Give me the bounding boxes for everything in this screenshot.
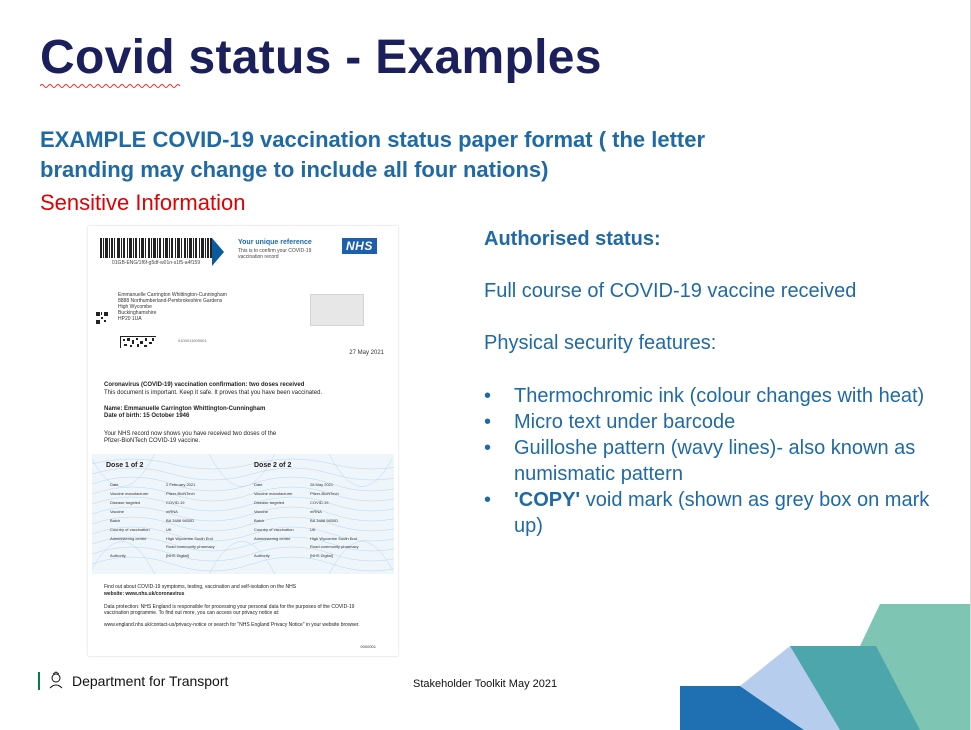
dose-label: Authority	[110, 553, 126, 558]
dose-label: Administering centre	[110, 536, 147, 541]
datamatrix-icon	[120, 336, 156, 348]
dose-label: Disease targeted	[254, 500, 285, 505]
patient-name: Name: Emmanuelle Carrington Whittington-Cunningham	[104, 406, 266, 412]
dose-value: 2 February 2021	[166, 482, 196, 487]
website-text: website: www.nhs.uk/coronavirus	[104, 591, 185, 597]
slide-subtitle: EXAMPLE COVID-19 vaccination status paper format ( the letter branding may change to include all four nations)	[40, 127, 706, 182]
feature-list	[484, 383, 944, 539]
dose-value: UK	[310, 527, 316, 532]
dose-value: mRNA	[310, 509, 322, 514]
find-out-text: Find out about COVID-19 symptoms, testing, vaccination and self-isolation on the NHS	[104, 584, 297, 590]
slide-title: Covid status - Examples	[40, 31, 602, 84]
record-text-1: Your NHS record now shows you have received two doses of the	[104, 431, 277, 437]
dose-label: Country of vaccination	[254, 527, 294, 532]
dose-value: [NHS Digital]	[166, 553, 189, 558]
address-line: Buckinghamshire	[118, 310, 157, 316]
dose-value: [NHS Digital]	[310, 553, 333, 558]
spellcheck-underline	[40, 83, 182, 89]
letter-footer-code: 0000001	[360, 644, 376, 649]
dose-label: Batch	[254, 518, 265, 523]
dose-label: Authority	[254, 553, 270, 558]
dose-value: UK	[166, 527, 172, 532]
guilloche-pattern	[92, 454, 394, 574]
full-course-text: Full course of COVID-19 vaccine received	[484, 280, 857, 302]
record-text-2: Pfizer-BioNTech COVID-19 vaccine.	[104, 438, 201, 444]
dft-name: Department for Transport	[72, 673, 229, 689]
nhs-logo: NHS	[342, 238, 377, 254]
address-line: Emmanuelle Carrington Whittington-Cunningham	[118, 292, 227, 298]
letter-number: 0100011000001	[178, 338, 207, 343]
letter-date: 27 May 2021	[349, 350, 384, 356]
dose-value: 28 May 2021	[310, 482, 334, 487]
logo-bar	[38, 672, 40, 690]
copy-rest-text: void mark (shown as grey box on mark up)	[514, 489, 930, 537]
qr-code-icon	[96, 312, 108, 324]
dose-value: Road community pharmacy	[166, 544, 215, 549]
important-note: This document is important. Keep it safe. It proves that you have been vaccinated.	[104, 390, 323, 396]
royal-crest-icon	[46, 671, 66, 691]
copy-bold-text: 'COPY'	[514, 489, 581, 511]
feature-item: • Guilloshe pattern (wavy lines)- also known as numismatic pattern	[484, 435, 944, 487]
dose-label: Vaccine	[110, 509, 124, 514]
toolkit-label: Stakeholder Toolkit May 2021	[413, 678, 558, 690]
dose-label: Country of vaccination	[110, 527, 150, 532]
decorative-corner-shapes	[680, 604, 970, 730]
copy-void-mark	[310, 294, 364, 326]
physical-heading: Physical security features:	[484, 332, 717, 354]
dose-label: Vaccine	[254, 509, 268, 514]
feature-item: • Micro text under barcode	[484, 409, 944, 435]
dose-value: BA 3488 9830D	[166, 518, 195, 523]
dose-1-title: Dose 1 of 2	[106, 462, 144, 469]
reference-title: Your unique reference	[238, 239, 312, 246]
dose-value: BA 3488 9830D	[310, 518, 339, 523]
feature-item	[484, 487, 944, 539]
dose-label: Vaccine manufacturer	[254, 491, 293, 496]
dose-value: Pfizer-BioNTech	[310, 491, 339, 496]
dose-value: mRNA	[166, 509, 178, 514]
dose-label: Disease targeted	[110, 500, 141, 505]
dose-2-title: Dose 2 of 2	[254, 462, 292, 469]
reference-code: 01GB-ENG/1f6f-g5df-w01n-s1f5-a4f159	[112, 260, 201, 266]
dose-label: Date	[110, 482, 119, 487]
address-block	[118, 292, 258, 322]
dose-value: Road community pharmacy	[310, 544, 359, 549]
dose-label: Administering centre	[254, 536, 291, 541]
dose-label: Vaccine manufacturer	[110, 491, 149, 496]
authorised-heading: Authorised status:	[484, 228, 661, 250]
privacy-text: www.england.nhs.uk/contact-us/privacy-notice or search for "NHS England Privacy Notice" in your website browser.	[104, 622, 360, 628]
sensitive-label: Sensitive Information	[40, 190, 246, 215]
patient-dob: Date of birth: 15 October 1946	[104, 413, 190, 419]
address-line: 8888 Northumberland-Pembrokeshire Gardens	[118, 298, 223, 304]
dose-value: High Wycombe South End	[310, 536, 357, 541]
vaccination-letter	[88, 226, 398, 656]
letter-heading: Coronavirus (COVID-19) vaccination confirmation: two doses received	[104, 382, 305, 388]
feature-item: • Thermochromic ink (colour changes with heat)	[484, 383, 944, 409]
address-line: High Wycombe	[118, 304, 152, 310]
reference-text: This is to confirm your COVID-19 vaccination record	[238, 248, 312, 260]
arrow-icon	[212, 238, 224, 266]
dose-value: Pfizer-BioNTech	[166, 491, 195, 496]
dose-label: Batch	[110, 518, 121, 523]
dose-value: High Wycombe South End	[166, 536, 213, 541]
security-features-panel	[484, 225, 944, 539]
address-line: HP20 1UA	[118, 316, 142, 322]
barcode-icon	[100, 238, 212, 258]
data-protection-text: Data protection: NHS England is responsible for processing your personal data for the purposes of the COVID-19 vaccination programme. To find out more, you can access our privacy notice at:	[104, 604, 355, 616]
dose-label: Date	[254, 482, 263, 487]
dft-logo	[38, 671, 228, 691]
dose-value: COVID-19	[310, 500, 329, 505]
dose-value: COVID-19	[166, 500, 185, 505]
